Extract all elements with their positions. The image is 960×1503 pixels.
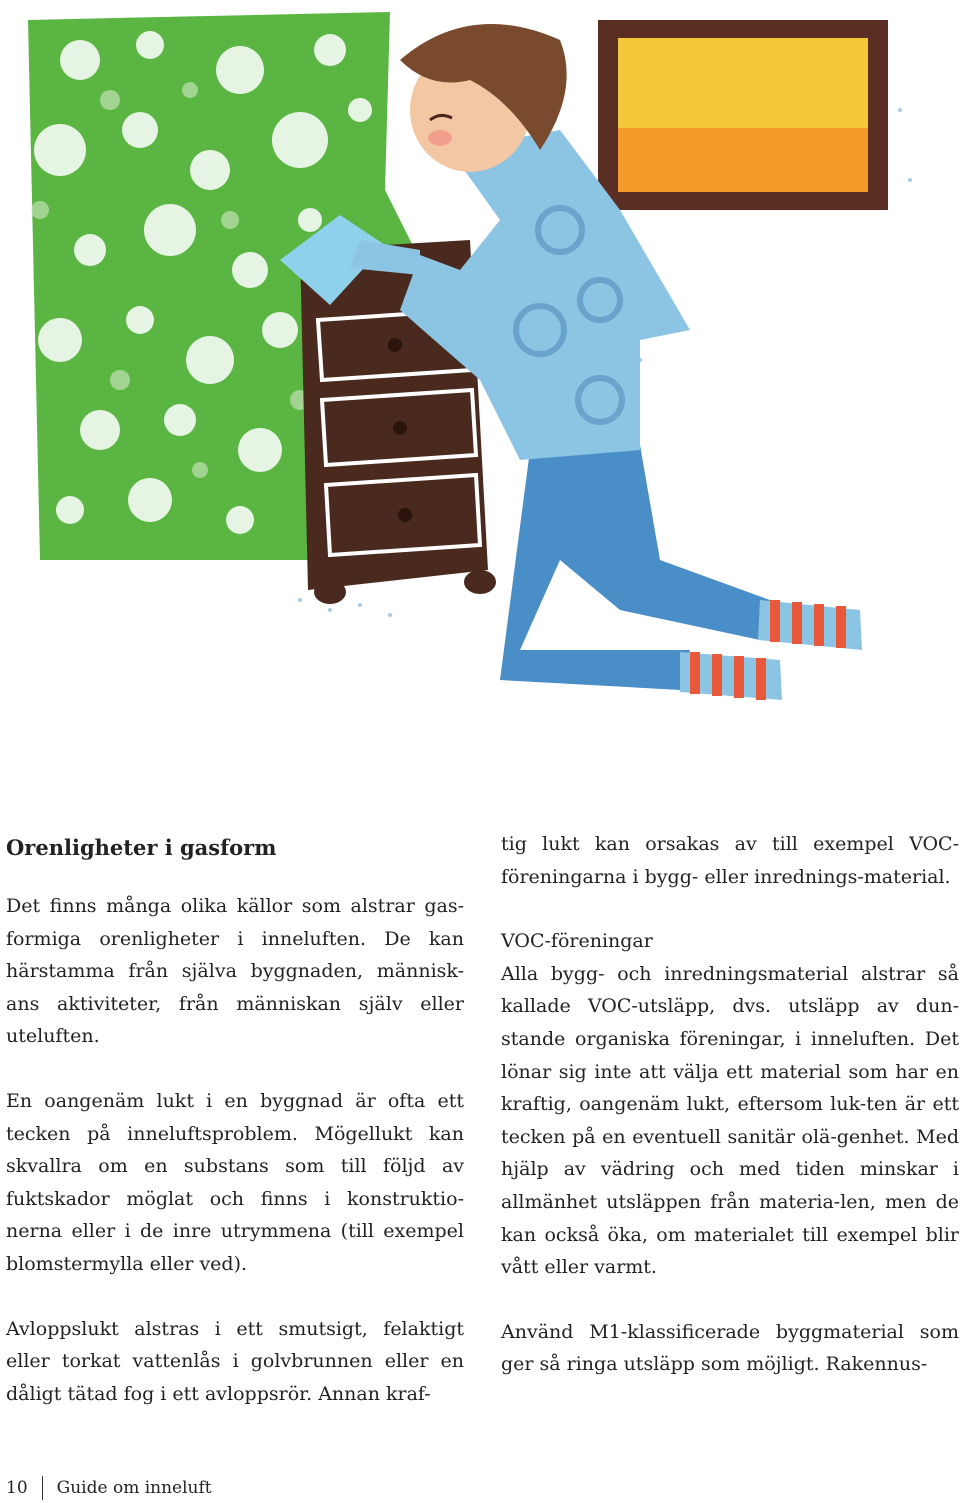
guide-title: Guide om inneluft [56,1478,212,1498]
section-heading: Orenligheter i gasform [6,835,277,860]
paragraph-unpleasant-odor: En oangenäm lukt i en byggnad är ofta ett tecken på inneluftsproblem. Mögellukt kan skvallra om en substans som till följd av fuktskador möglat och finns i konstruktio-nerna eller i de inre utrymmena (till exempel blomstermylla eller ved). [6,1089,464,1275]
footer-divider [42,1476,43,1500]
right-column [501,828,959,1413]
page-footer [6,1475,212,1501]
framed-picture [598,20,888,210]
paragraph-sewer-odor: Avloppslukt alstras i ett smutsigt, felaktigt eller torkat vattenlås i golvbrunnen eller en dåligt tätad fog i ett avloppsrör. Annan kraf- [6,1317,464,1405]
paragraph-m1-materials: Använd M1-klassificerade byggmaterial som ger så ringa utsläpp som möjligt. Rakennus- [501,1320,959,1376]
left-column [6,828,464,1442]
voc-section [501,925,959,1284]
paragraph-gaseous-sources: Det finns många olika källor som alstrar gas-formiga orenligheter i inneluften. De kan härstamma från själva byggnaden, människ-ans aktiviteter, från människan själv eller uteluften. [6,895,464,1048]
page-number: 10 [6,1478,28,1498]
paragraph-voc-emissions: Alla bygg- och inredningsmaterial alstrar så kallade VOC-utsläpp, dvs. utsläpp av dun-stande organiska föreningar, i inneluften. Det lönar sig inte att välja ett material som har en kraftig, oangenäm lukt, eftersom luk-ten är ett tecken på en eventuell sanitär olä-genhet. Med hjälp av vädring och med tiden minskar i allmänhet utsläppen från materia-len, men de kan också öka, om materialet till exempel blir vått eller varmt. [501,962,959,1279]
paragraph-voc-odor: tig lukt kan orsakas av till exempel VOC-föreningarna i bygg- eller inrednings-material. [501,833,959,888]
voc-subheading: VOC-föreningar [501,930,653,953]
